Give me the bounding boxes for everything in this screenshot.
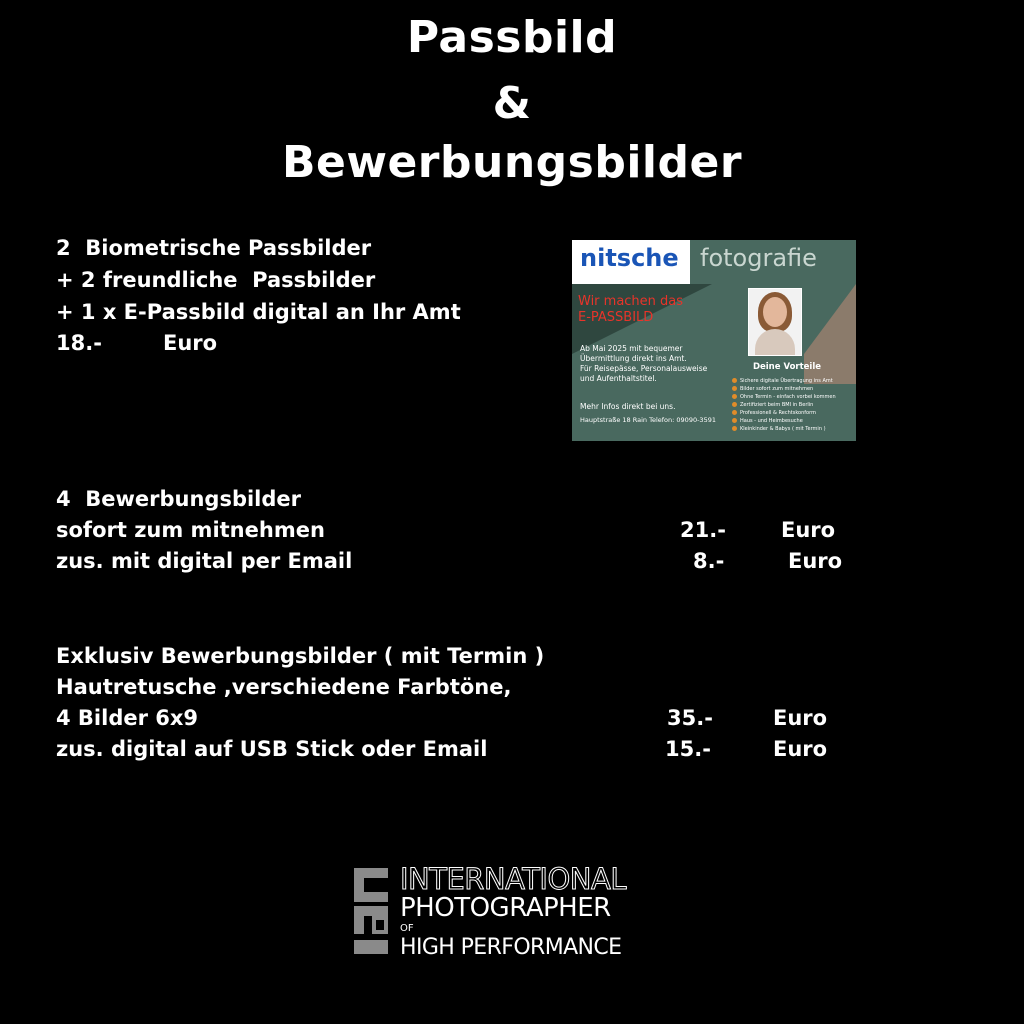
portrait-face (763, 297, 787, 327)
ad-body-line: und Aufenthaltstitel. (580, 374, 657, 383)
bewerbung-row-2-label: zus. mit digital per Email (56, 549, 353, 573)
benefit-text: Ohne Termin - einfach vorbei kommen (740, 394, 836, 400)
list-item (732, 409, 856, 417)
logo-high-performance: HIGH PERFORMANCE (400, 935, 622, 960)
ad-body-line: Für Reisepässe, Personalausweise (580, 364, 708, 373)
passbild-price: 18.- (56, 331, 102, 355)
exklusiv-heading: Exklusiv Bewerbungsbilder ( mit Termin ) (56, 644, 545, 668)
exklusiv-row-2-price: 15.- (665, 737, 711, 761)
check-icon (732, 386, 737, 391)
ad-brand-name: nitsche (580, 244, 679, 272)
benefit-text: Zertifiziert beim BMI in Berlin (740, 402, 814, 408)
bewerbung-heading: 4 Bewerbungsbilder (56, 487, 302, 511)
ad-headline (578, 294, 683, 326)
ad-portrait-photo (748, 288, 802, 356)
ad-more-info: Mehr Infos direkt bei uns. (580, 402, 676, 411)
check-icon (732, 402, 737, 407)
ad-body-line: Ab Mai 2025 mit bequemer (580, 344, 683, 353)
exklusiv-row-1-currency: Euro (773, 706, 828, 730)
benefit-text: Haus - und Heimbesuche (740, 418, 803, 424)
ad-benefits-title: Deine Vorteile (752, 362, 822, 372)
page-title-ampersand: & (492, 78, 532, 129)
bewerbung-row-1-price: 21.- (680, 518, 726, 542)
bewerbung-row-2-price: 8.- (693, 549, 725, 573)
benefit-text: Bilder sofort zum mitnehmen (740, 386, 814, 392)
ad-body-line: Übermittlung direkt ins Amt. (580, 354, 687, 363)
list-item (732, 425, 856, 433)
passbild-line-1: 2 Biometrische Passbilder (56, 236, 372, 260)
benefit-text: Kleinkinder & Babys ( mit Termin ) (740, 426, 826, 432)
exklusiv-row-2-currency: Euro (773, 737, 828, 761)
ad-headline-line-2: E-PASSBILD (578, 310, 654, 325)
passbild-currency: Euro (163, 331, 218, 355)
exklusiv-line-2: Hautretusche ,verschiedene Farbtöne, (56, 675, 512, 699)
bewerbung-row-2-currency: Euro (788, 549, 843, 573)
exklusiv-row-1-price: 35.- (667, 706, 713, 730)
passbild-line-3: + 1 x E-Passbild digital an Ihr Amt (56, 300, 461, 324)
bewerbung-row-1-currency: Euro (781, 518, 836, 542)
ad-headline-line-1: Wir machen das (578, 294, 684, 309)
benefit-text: Professionell & Rechtskonform (740, 410, 816, 416)
portrait-shoulders (755, 329, 795, 355)
ad-address: Hauptstraße 18 Rain Telefon: 09090-3591 (580, 416, 716, 424)
ad-body-text (580, 344, 720, 384)
benefit-text: Sichere digitale Übertragung ins Amt (740, 378, 833, 384)
logo-international: INTERNATIONAL (400, 862, 626, 896)
check-icon (732, 394, 737, 399)
passbild-line-2: + 2 freundliche Passbilder (56, 268, 376, 292)
exklusiv-row-2-label: zus. digital auf USB Stick oder Email (56, 737, 488, 761)
bewerbung-row-1-label: sofort zum mitnehmen (56, 518, 325, 542)
ad-benefits-list (732, 377, 856, 433)
e-passbild-ad (572, 240, 856, 441)
logo-of: OF (400, 923, 414, 934)
check-icon (732, 426, 737, 431)
list-item (732, 377, 856, 385)
list-item (732, 385, 856, 393)
check-icon (732, 418, 737, 423)
page-title-line-1: Passbild (406, 12, 618, 63)
check-icon (732, 378, 737, 383)
list-item (732, 401, 856, 409)
exklusiv-row-1-label: 4 Bilder 6x9 (56, 706, 199, 730)
ipc-logo-mark (348, 864, 396, 960)
ad-brand-suffix: fotografie (700, 244, 817, 272)
check-icon (732, 410, 737, 415)
page-title-line-3: Bewerbungsbilder (281, 137, 743, 188)
list-item (732, 393, 856, 401)
logo-photographer: PHOTOGRAPHER (400, 893, 611, 923)
list-item (732, 417, 856, 425)
